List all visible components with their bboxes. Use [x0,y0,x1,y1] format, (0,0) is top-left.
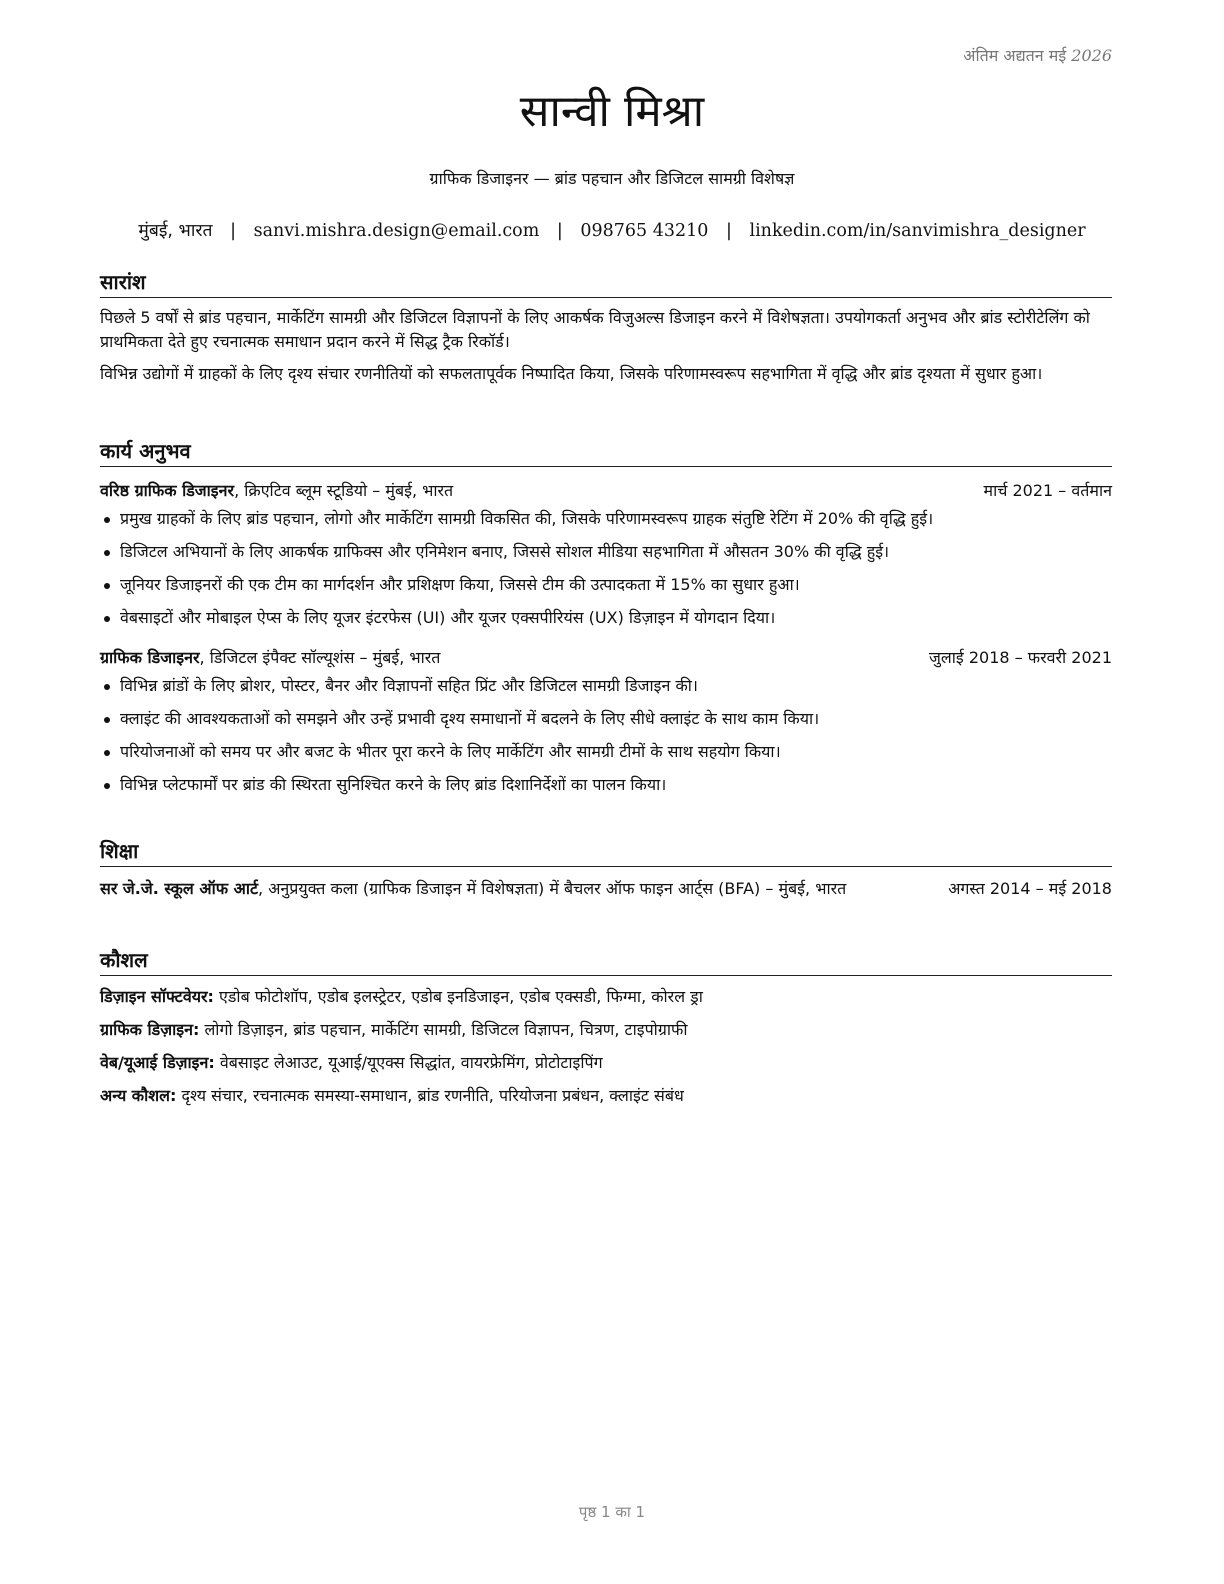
bullet-text: क्लाइंट की आवश्यकताओं को समझने और उन्हें प्रभावी दृश्य समाधानों में बदलने के लिए सीधे क्लाइंट के साथ काम किया। [120,709,820,728]
list-item [100,573,1112,597]
skills-row [100,1018,1112,1042]
contact-email[interactable]: sanvi.mishra.design@email.com [253,221,540,241]
list-item [100,707,1112,731]
job-dates: मार्च 2021 – वर्तमान [983,481,1112,500]
last-updated [963,44,1112,66]
experience-section [100,439,1112,806]
contact-phone: 098765 43210 [580,221,709,241]
job-dates: जुलाई 2018 – फरवरी 2021 [929,648,1112,667]
bullet-text: विभिन्न ब्रांडों के लिए ब्रोशर, पोस्टर, बैनर और विज्ञापनों सहित प्रिंट और डिजिटल सामग्री डिजाइन की। [120,676,698,695]
summary-paragraph: पिछले 5 वर्षों से ब्रांड पहचान, मार्केटिंग सामग्री और डिजिटल विज्ञापनों के लिए आकर्षक विजुअल्स डिजाइन करने में विशेषज्ञता। उपयोगकर्ता अनुभव और ब्रांड स्टोरीटेलिंग को प्राथमिकता देते हुए रचनात्मक समाधान प्रदान करने में सिद्ध ट्रैक रिकॉर्ड। [100,308,1090,351]
skills-value: एडोब फोटोशॉप, एडोब इलस्ट्रेटर, एडोब इनडिजाइन, एडोब एक्सडी, फिग्मा, कोरल ड्रा [213,987,703,1006]
skills-section [100,948,1112,1108]
bullet-dot-icon [104,583,110,589]
job-header [100,646,1112,670]
job-header [100,479,1112,503]
skills-label: अन्य कौशल: [100,1086,177,1105]
last-updated-label: अंतिम अद्यतन मई [963,46,1067,65]
contact-line [0,218,1224,242]
summary-section [100,270,1112,386]
resume-name: सान्वी मिश्रा [519,86,705,137]
degree-text: , अनुप्रयुक्त कला (ग्राफिक डिजाइन में विशेषज्ञता) में बैचलर ऑफ फाइन आर्ट्स (BFA) – मुंबई, भारत [258,879,847,898]
education-section [100,839,1112,901]
summary-heading: सारांश [100,270,1112,298]
bullet-text: विभिन्न प्लेटफार्मों पर ब्रांड की स्थिरता सुनिश्चित करने के लिए ब्रांड दिशानिर्देशों का पालन किया। [120,775,667,794]
contact-separator: | [556,221,563,241]
page-footer: पृष्ठ 1 का 1 [578,1503,646,1521]
last-updated-year: 2026 [1071,46,1112,65]
contact-separator: | [230,221,237,241]
contact-linkedin[interactable]: linkedin.com/in/sanvimishra_designer [749,221,1086,241]
list-item [100,773,1112,797]
skills-label: वेब/यूआई डिज़ाइन: [100,1053,215,1072]
skills-label: डिज़ाइन सॉफ्टवेयर: [100,987,214,1006]
skills-row [100,985,1112,1009]
job-title: वरिष्ठ ग्राफिक डिजाइनर [100,481,235,500]
bullet-text: वेबसाइटों और मोबाइल ऐप्स के लिए यूजर इंटरफेस (UI) और यूजर एक्सपीरियंस (UX) डिज़ाइन में योगदान दिया। [120,608,776,627]
school-name: सर जे.जे. स्कूल ऑफ आर्ट [100,879,259,898]
bullet-dot-icon [104,684,110,690]
list-item [100,674,1112,698]
job-organization: , डिजिटल इंपैक्ट सॉल्यूशंस – मुंबई, भारत [199,648,441,667]
skills-row [100,1051,1112,1075]
job-bullet-list [100,507,1112,630]
contact-location: मुंबई, भारत [138,221,213,241]
bullet-dot-icon [104,717,110,723]
education-heading: शिक्षा [100,839,1112,867]
resume-tagline: ग्राफिक डिजाइनर — ब्रांड पहचान और डिजिटल सामग्री विशेषज्ञ [429,169,795,188]
list-item [100,606,1112,630]
summary-paragraph: विभिन्न उद्योगों में ग्राहकों के लिए दृश्य संचार रणनीतियों को सफलतापूर्वक निष्पादित किया, जिसके परिणामस्वरूप सहभागिता में वृद्धि और ब्रांड दृश्यता में सुधार हुआ। [100,364,1043,383]
bullet-dot-icon [104,517,110,523]
skills-label: ग्राफिक डिज़ाइन: [100,1020,200,1039]
bullet-dot-icon [104,750,110,756]
job-organization: , क्रिएटिव ब्लूम स्टूडियो – मुंबई, भारत [234,481,454,500]
list-item [100,740,1112,764]
bullet-text: प्रमुख ग्राहकों के लिए ब्रांड पहचान, लोगो और मार्केटिंग सामग्री विकसित की, जिसके परिणामस्वरूप ग्राहक संतुष्टि रेटिंग में 20% की वृद्धि हुई। [120,509,934,528]
job-bullet-list [100,674,1112,797]
skills-heading: कौशल [100,948,1112,976]
bullet-dot-icon [104,783,110,789]
bullet-dot-icon [104,550,110,556]
contact-separator: | [726,221,732,241]
bullet-text: डिजिटल अभियानों के लिए आकर्षक ग्राफिक्स और एनिमेशन बनाए, जिससे सोशल मीडिया सहभागिता में औसतन 30% की वृद्धि हुई। [120,542,890,561]
skills-row [100,1084,1112,1108]
bullet-text: परियोजनाओं को समय पर और बजट के भीतर पूरा करने के लिए मार्केटिंग और सामग्री टीमों के साथ सहयोग किया। [120,742,781,761]
job-title: ग्राफिक डिजाइनर [100,648,200,667]
list-item [100,507,1112,531]
skills-value: वेबसाइट लेआउट, यूआई/यूएक्स सिद्धांत, वायरफ्रेमिंग, प्रोटोटाइपिंग [214,1053,603,1072]
list-item [100,540,1112,564]
experience-heading: कार्य अनुभव [100,439,1112,467]
skills-value: दृश्य संचार, रचनात्मक समस्या-समाधान, ब्रांड रणनीति, परियोजना प्रबंधन, क्लाइंट संबंध [176,1086,684,1105]
bullet-dot-icon [104,616,110,622]
bullet-text: जूनियर डिजाइनरों की एक टीम का मार्गदर्शन और प्रशिक्षण किया, जिससे टीम की उत्पादकता में 15% का सुधार हुआ। [120,575,800,594]
education-entry [100,877,1112,901]
education-dates: अगस्त 2014 – मई 2018 [948,879,1112,898]
skills-value: लोगो डिज़ाइन, ब्रांड पहचान, मार्केटिंग सामग्री, डिजिटल विज्ञापन, चित्रण, टाइपोग्राफी [199,1020,688,1039]
